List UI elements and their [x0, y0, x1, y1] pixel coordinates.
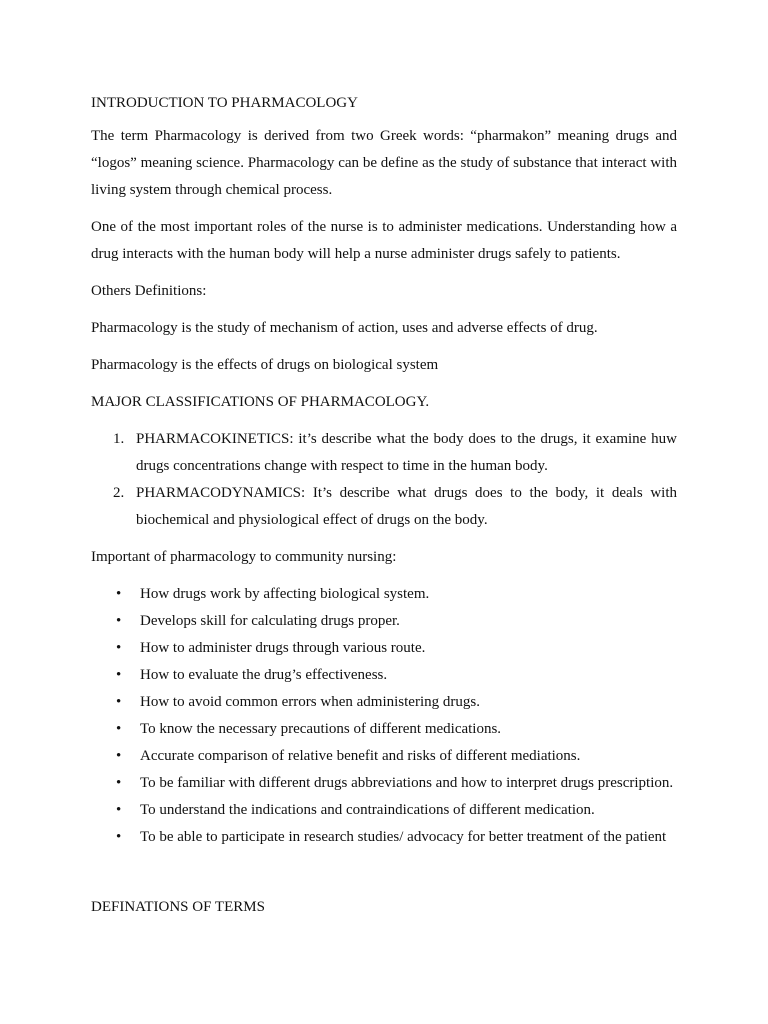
bullet-icon: • [116, 667, 122, 683]
intro-paragraph: One of the most important roles of the nurse is to administer medications. Understanding how a drug interacts with the human body will help a nurse administer drugs safely to patients. [91, 219, 677, 262]
list-item [116, 716, 677, 743]
list-item-text: PHARMACOKINETICS: it’s describe what the body does to the drugs, it examine huw drugs concentrations change with respect to time in the human body. [136, 431, 677, 474]
bullet-icon: • [116, 613, 122, 629]
list-item [116, 662, 677, 689]
bullet-icon: • [116, 721, 122, 737]
definition-paragraph: Pharmacology is the effects of drugs on biological system [91, 357, 439, 373]
list-item-text: How to avoid common errors when administering drugs. [140, 694, 480, 710]
list-item [116, 770, 677, 797]
document-title: INTRODUCTION TO PHARMACOLOGY [91, 95, 358, 111]
section-spacer [91, 851, 677, 897]
bullet-icon: • [116, 640, 122, 656]
list-item-text: To understand the indications and contraindications of different medication. [140, 802, 595, 818]
bullet-icon: • [116, 748, 122, 764]
list-item-text: How to evaluate the drug’s effectiveness. [140, 667, 388, 683]
list-number: 2. [113, 485, 125, 501]
terms-heading: DEFINATIONS OF TERMS [91, 899, 265, 915]
list-item-text: Accurate comparison of relative benefit and risks of different mediations. [140, 748, 581, 764]
list-item-text: To be familiar with different drugs abbreviations and how to interpret drugs prescription. [140, 775, 674, 791]
list-item-text: To know the necessary precautions of different medications. [140, 721, 502, 737]
list-item [116, 689, 677, 716]
bullet-icon: • [116, 775, 122, 791]
importance-heading: Important of pharmacology to community nursing: [91, 549, 397, 565]
bullet-icon: • [116, 829, 122, 845]
classifications-heading: MAJOR CLASSIFICATIONS OF PHARMACOLOGY. [91, 394, 430, 410]
list-item-text: Develops skill for calculating drugs proper. [140, 613, 400, 629]
list-item [116, 743, 677, 770]
definition-paragraph: Pharmacology is the study of mechanism of action, uses and adverse effects of drug. [91, 320, 598, 336]
list-item [116, 581, 677, 608]
bullet-icon: • [116, 694, 122, 710]
intro-paragraph: The term Pharmacology is derived from two Greek words: “pharmakon” meaning drugs and “logos” meaning science. Pharmacology can be define as the study of substance that interact with living system through chemical process. [91, 128, 677, 198]
list-item-text: To be able to participate in research studies/ advocacy for better treatment of the patient [140, 829, 667, 845]
importance-list [91, 581, 677, 851]
classifications-list [91, 426, 677, 534]
others-definitions-heading: Others Definitions: [91, 283, 207, 299]
list-item-text: How to administer drugs through various route. [140, 640, 426, 656]
list-item [113, 426, 677, 480]
list-item [116, 608, 677, 635]
list-item [116, 824, 677, 851]
list-item-text: How drugs work by affecting biological system. [140, 586, 430, 602]
list-item-text: PHARMACODYNAMICS: It’s describe what drugs does to the body, it deals with biochemical and physiological effect of drugs on the body. [136, 485, 677, 528]
bullet-icon: • [116, 802, 122, 818]
list-number: 1. [113, 431, 125, 447]
list-item [116, 635, 677, 662]
list-item [113, 480, 677, 534]
list-item [116, 797, 677, 824]
bullet-icon: • [116, 586, 122, 602]
